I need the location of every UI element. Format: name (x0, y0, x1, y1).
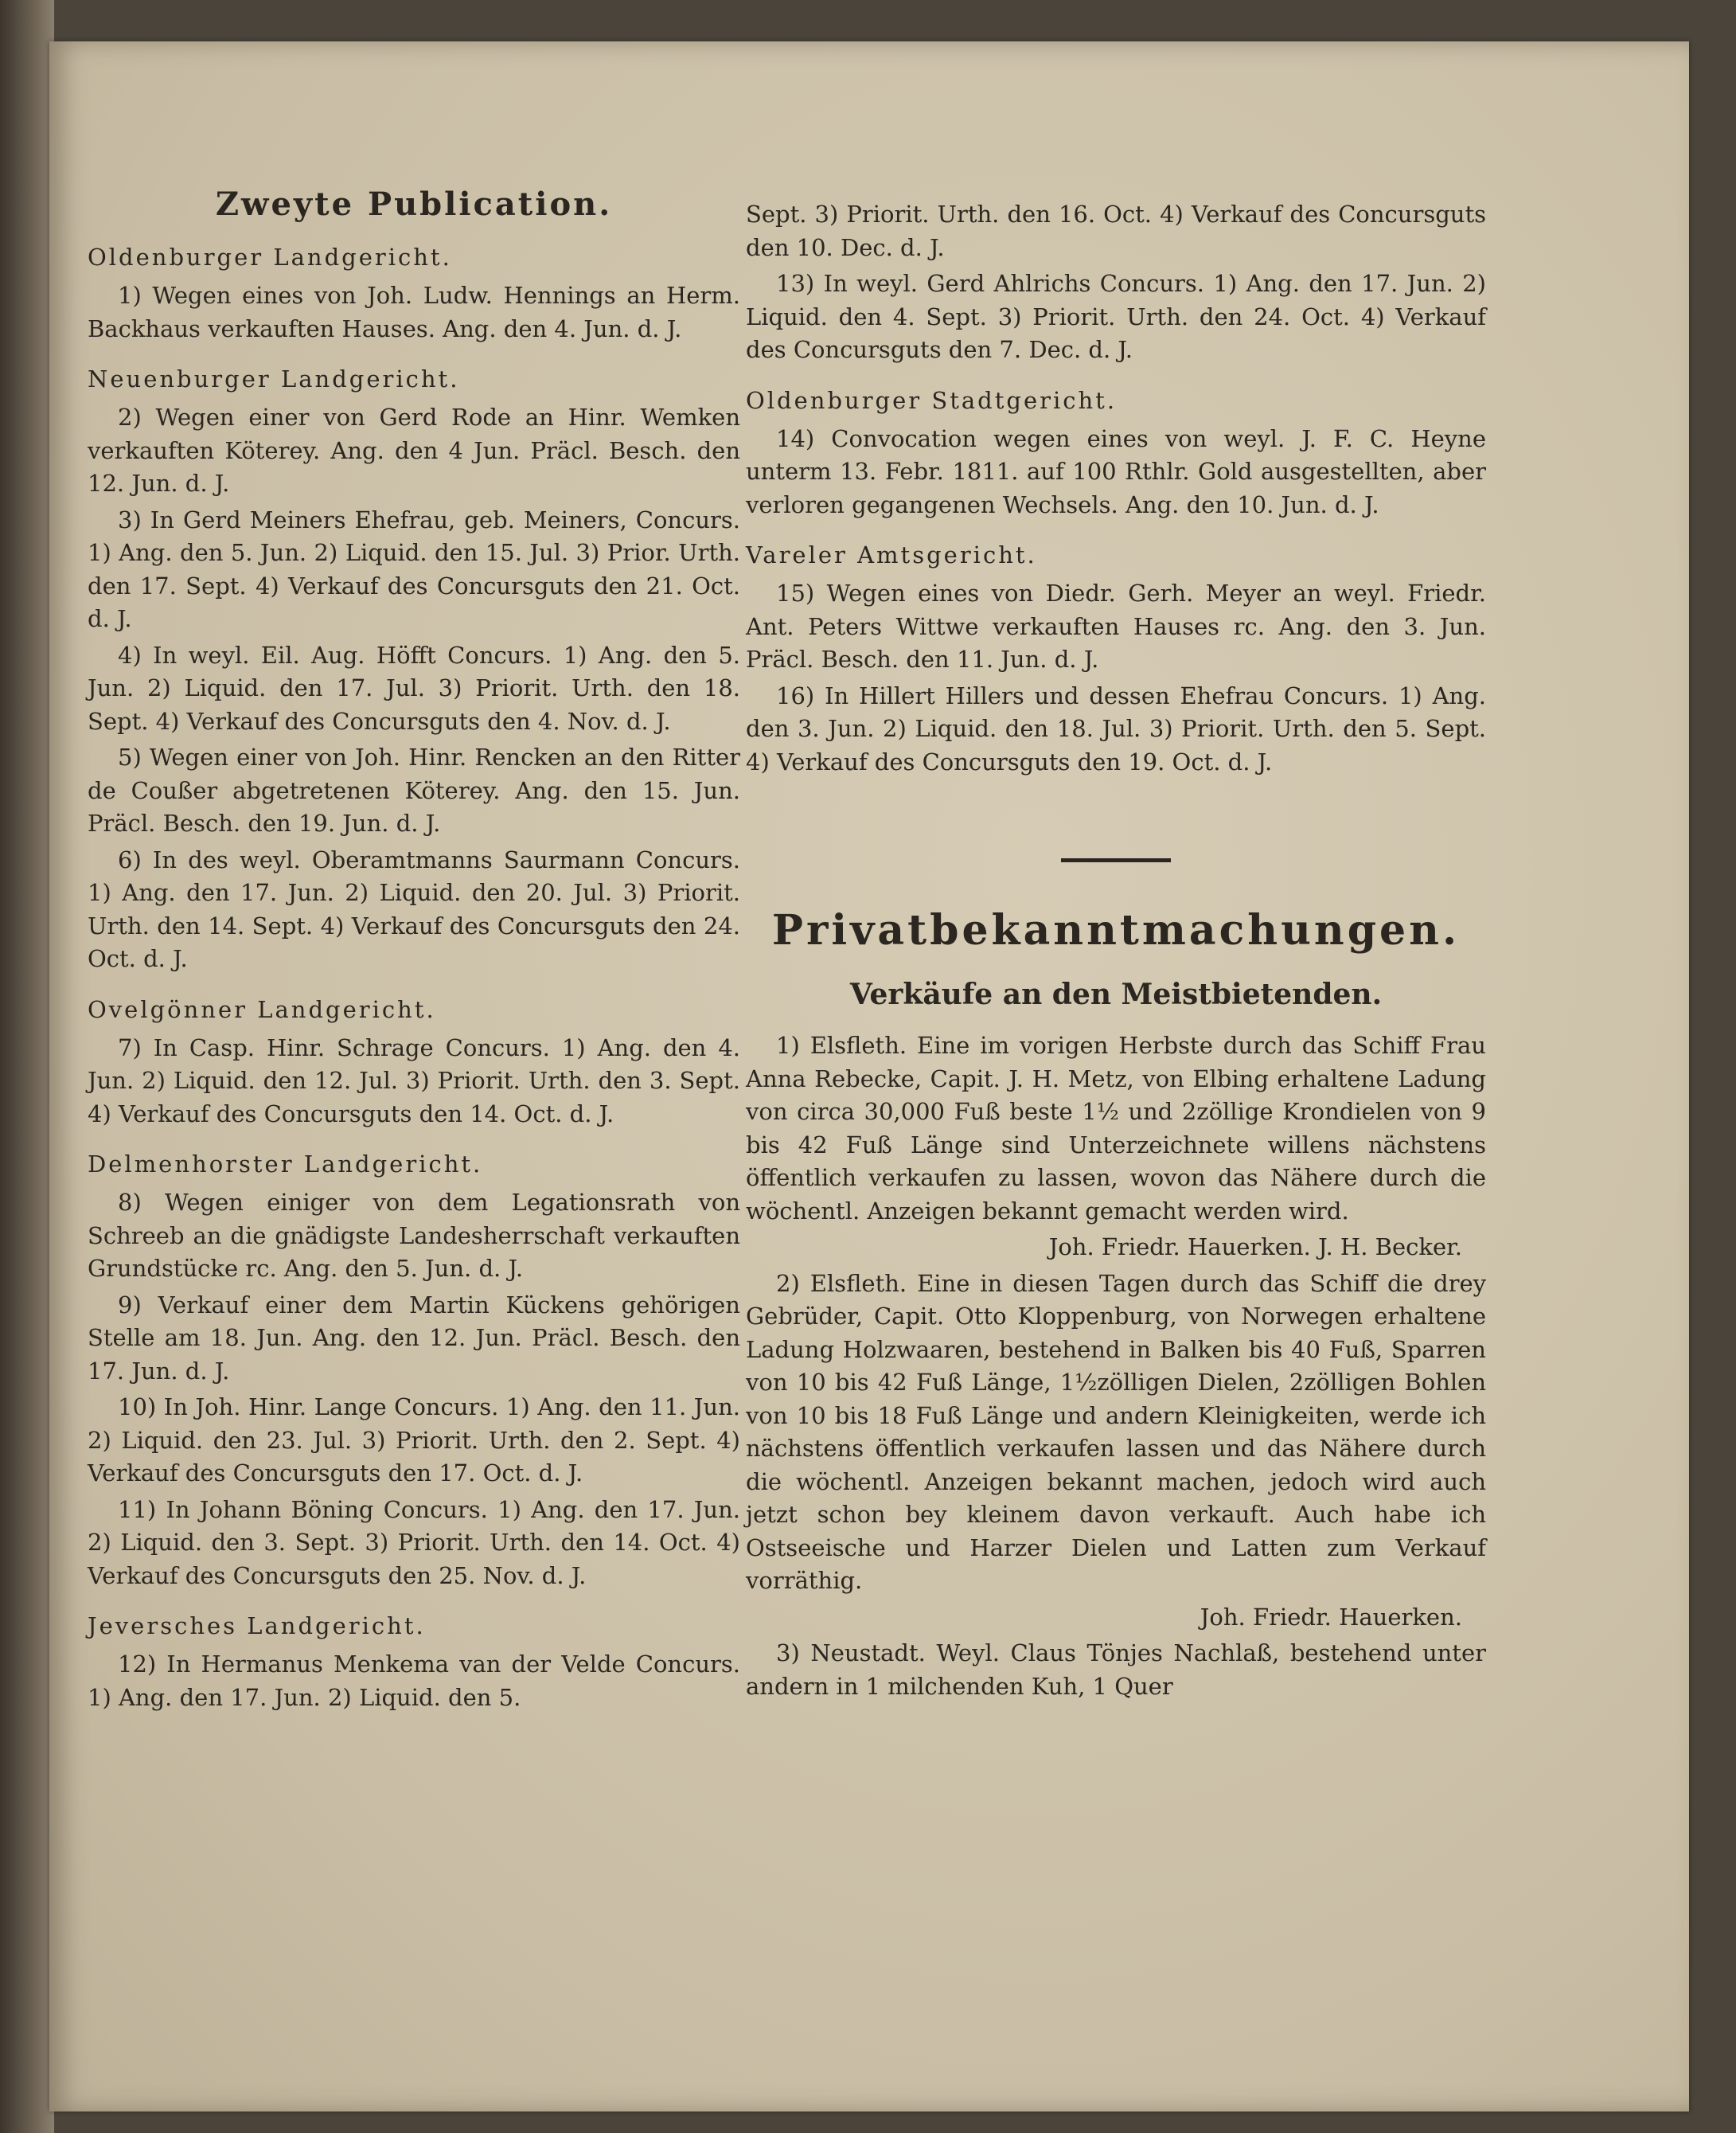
notice-entry: 14) Convocation wegen eines von weyl. J. F. C. Heyne unterm 13. Febr. 1811. auf 100 Rthlr. Gold ausgestellten, aber verloren gegangenen Wechsels. Ang. den 10. Jun. d. J. (746, 424, 1486, 518)
left-column (88, 181, 740, 1717)
sale-notice: 1) Elsfleth. Eine im vorigen Herbste durch das Schiff Frau Anna Rebecke, Capit. J. H. Metz, von Elbing erhaltene Ladung von circa 30,000 Fuß beste 1½ und 2zöllige Krondielen von 9 bis 42 Fuß Länge sind Unterzeichnete willens nächstens öffentlich verkaufen zu lassen, wovon das Nähere durch die wöchentl. Anzeigen bekannt gemacht werden wird. (746, 1032, 1486, 1225)
court-heading: Vareler Amtsgericht. (746, 541, 1037, 568)
notice-entry: 12) In Hermanus Menkema van der Velde Concurs. 1) Ang. den 17. Jun. 2) Liquid. den 5. (88, 1651, 740, 1711)
court-heading: Jeversches Landgericht. (88, 1612, 426, 1639)
notice-signature: Joh. Friedr. Hauerken. (1200, 1603, 1462, 1631)
notice-entry: 8) Wegen einiger von dem Legationsrath von Schreeb an die gnädigste Landesherrschaft verkauften Grundstücke rc. Ang. den 5. Jun. d. J. (88, 1189, 740, 1282)
sale-notice: 3) Neustadt. Weyl. Claus Tönjes Nachlaß, bestehend unter andern in 1 milchenden Kuh, 1 Quer (746, 1639, 1486, 1700)
notice-entry: 5) Wegen einer von Joh. Hinr. Rencken an den Ritter de Coußer abgetretenen Köterey. Ang. den 15. Jun. Präcl. Besch. den 19. Jun. d. J. (88, 744, 740, 837)
notice-entry: 3) In Gerd Meiners Ehefrau, geb. Meiners, Concurs. 1) Ang. den 5. Jun. 2) Liquid. den 15. Jul. 3) Prior. Urth. den 17. Sept. 4) Verkauf des Concursguts den 21. Oct. d. J. (88, 506, 740, 632)
court-heading: Oldenburger Stadtgericht. (746, 386, 1118, 414)
scanned-page (49, 41, 1689, 2112)
court-heading: Neuenburger Landgericht. (88, 365, 460, 393)
notice-entry: 13) In weyl. Gerd Ahlrichs Concurs. 1) Ang. den 17. Jun. 2) Liquid. den 4. Sept. 3) Priorit. Urth. den 24. Oct. 4) Verkauf des Concursguts den 7. Dec. d. J. (746, 270, 1486, 363)
notice-entry: 9) Verkauf einer dem Martin Kückens gehörigen Stelle am 18. Jun. Ang. den 12. Jun. Präcl. Besch. den 17. Jun. d. J. (88, 1291, 740, 1385)
notice-signature: Joh. Friedr. Hauerken. J. H. Becker. (1048, 1233, 1462, 1260)
right-column (746, 198, 1486, 1706)
court-heading: Oldenburger Landgericht. (88, 244, 452, 271)
notice-entry: 10) In Joh. Hinr. Lange Concurs. 1) Ang. den 11. Jun. 2) Liquid. den 23. Jul. 3) Priorit. Urth. den 2. Sept. 4) Verkauf des Concursguts den 17. Oct. d. J. (88, 1393, 740, 1486)
notice-entry: 6) In des weyl. Oberamtmanns Saurmann Concurs. 1) Ang. den 17. Jun. 2) Liquid. den 20. Jul. 3) Priorit. Urth. den 14. Sept. 4) Verkauf des Concursguts den 24. Oct. d. J. (88, 846, 740, 972)
notice-entry: 15) Wegen eines von Diedr. Gerh. Meyer an weyl. Friedr. Ant. Peters Wittwe verkauften Hauses rc. Ang. den 3. Jun. Präcl. Besch. den 11. Jun. d. J. (746, 580, 1486, 673)
auction-sales-heading: Verkäufe an den Meistbietenden. (849, 978, 1383, 1011)
sale-notice: 2) Elsfleth. Eine in diesen Tagen durch das Schiff die drey Gebrüder, Capit. Otto Kloppenburg, von Norwegen erhaltene Ladung Holzwaaren, bestehend in Balken bis 40 Fuß, Sparren von 10 bis 42 Fuß Länge, 1½zölligen Dielen, 2zölligen Bohlen von 10 bis 18 Fuß Länge und andern Kleinigkeiten, werde ich nächstens öffentlich verkaufen lassen und das Nähere durch die wöchentl. Anzeigen bekannt machen, jedoch wird auch jetzt schon bey kleinem davon verkauft. Auch habe ich Ostseeische und Harzer Dielen und Latten zum Verkauf vorräthig. (746, 1269, 1486, 1594)
notice-entry-continuation: Sept. 3) Priorit. Urth. den 16. Oct. 4) Verkauf des Concursguts den 10. Dec. d. J. (746, 201, 1486, 261)
notice-entry: 4) In weyl. Eil. Aug. Höfft Concurs. 1) Ang. den 5. Jun. 2) Liquid. den 17. Jul. 3) Priorit. Urth. den 18. Sept. 4) Verkauf des Concursguts den 4. Nov. d. J. (88, 641, 740, 735)
page-heading: Zweyte Publication. (215, 186, 613, 223)
book-spine (0, 0, 54, 2133)
notice-entry: 1) Wegen eines von Joh. Ludw. Hennings an Herm. Backhaus verkauften Hauses. Ang. den 4. Jun. d. J. (88, 282, 740, 342)
private-notices-heading: Privatbekanntmachungen. (771, 906, 1461, 955)
notice-entry: 11) In Johann Böning Concurs. 1) Ang. den 17. Jun. 2) Liquid. den 3. Sept. 3) Priorit. Urth. den 14. Oct. 4) Verkauf des Concursguts den 25. Nov. d. J. (88, 1495, 740, 1589)
notice-entry: 2) Wegen einer von Gerd Rode an Hinr. Wemken verkauften Köterey. Ang. den 4 Jun. Präcl. Besch. den 12. Jun. d. J. (88, 404, 740, 497)
court-heading: Ovelgönner Landgericht. (88, 995, 436, 1023)
notice-entry: 7) In Casp. Hinr. Schrage Concurs. 1) Ang. den 4. Jun. 2) Liquid. den 12. Jul. 3) Priorit. Urth. den 3. Sept. 4) Verkauf des Concursguts den 14. Oct. d. J. (88, 1033, 740, 1127)
notice-entry: 16) In Hillert Hillers und dessen Ehefrau Concurs. 1) Ang. den 3. Jun. 2) Liquid. den 18. Jul. 3) Priorit. Urth. den 5. Sept. 4) Verkauf des Concursguts den 19. Oct. d. J. (746, 682, 1486, 775)
court-heading: Delmenhorster Landgericht. (88, 1150, 483, 1178)
section-divider (1061, 858, 1171, 862)
